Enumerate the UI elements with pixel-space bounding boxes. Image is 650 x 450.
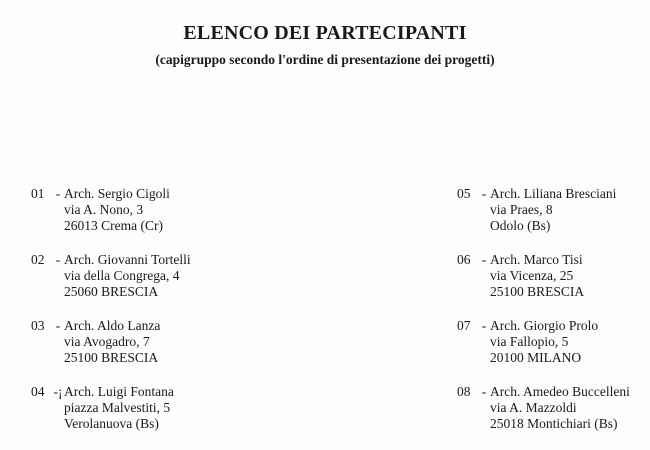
entry-separator: - <box>481 318 487 333</box>
participant-name: Arch. Sergio Cigoli <box>64 186 170 201</box>
page-title: ELENCO DEI PARTECIPANTI <box>183 22 467 44</box>
entry-separator: -¡ <box>53 384 63 399</box>
participant-entry <box>457 384 650 432</box>
participant-name: Arch. Marco Tisi <box>490 252 583 267</box>
participant-street: via A. Mazzoldi <box>490 400 577 415</box>
participant-entry <box>31 186 311 234</box>
participant-street: via A. Nono, 3 <box>64 202 144 217</box>
participant-name: Arch. Amedeo Buccelleni <box>490 384 630 399</box>
participant-name: Arch. Giorgio Prolo <box>490 318 599 333</box>
participant-entry <box>31 252 311 300</box>
entry-number: 05 <box>457 186 471 201</box>
entry-separator: - <box>55 252 61 267</box>
participant-street: via Fallopio, 5 <box>490 334 569 349</box>
entry-separator: - <box>55 186 61 201</box>
participant-name: Arch. Luigi Fontana <box>64 384 174 399</box>
participant-name: Arch. Liliana Bresciani <box>490 186 617 201</box>
participant-street: via Avogadro, 7 <box>64 334 150 349</box>
entry-number: 04 <box>31 384 45 399</box>
participant-name: Arch. Aldo Lanza <box>64 318 161 333</box>
entry-number: 08 <box>457 384 471 399</box>
entry-number: 07 <box>457 318 471 333</box>
participant-street: piazza Malvestiti, 5 <box>64 400 171 415</box>
participant-city: 25060 BRESCIA <box>64 284 159 299</box>
entry-separator: - <box>481 186 487 201</box>
participant-street: via Vicenza, 25 <box>490 268 574 283</box>
entry-separator: - <box>481 252 487 267</box>
entry-number: 03 <box>31 318 45 333</box>
participant-city: Verolanuova (Bs) <box>64 416 159 431</box>
participants-column-right <box>457 186 650 450</box>
participant-city: 25100 BRESCIA <box>490 284 585 299</box>
participants-column-left <box>31 186 311 450</box>
participant-entry <box>31 384 311 432</box>
entry-number: 02 <box>31 252 45 267</box>
participant-city: 26013 Crema (Cr) <box>64 218 163 233</box>
entry-separator: - <box>55 318 61 333</box>
participant-city: Odolo (Bs) <box>490 218 551 233</box>
participant-city: 25018 Montichiari (Bs) <box>490 416 618 431</box>
entry-number: 06 <box>457 252 471 267</box>
entry-separator: - <box>481 384 487 399</box>
participant-entry <box>457 252 650 300</box>
participant-city: 20100 MILANO <box>490 350 582 365</box>
participant-street: via della Congrega, 4 <box>64 268 180 283</box>
participant-street: via Praes, 8 <box>490 202 553 217</box>
participant-name: Arch. Giovanni Tortelli <box>64 252 191 267</box>
entry-number: 01 <box>31 186 45 201</box>
participant-entry <box>457 186 650 234</box>
participant-entry <box>457 318 650 366</box>
participant-city: 25100 BRESCIA <box>64 350 159 365</box>
participant-entry <box>31 318 311 366</box>
page-subtitle: (capigruppo secondo l'ordine di presentazione dei progetti) <box>155 52 495 67</box>
